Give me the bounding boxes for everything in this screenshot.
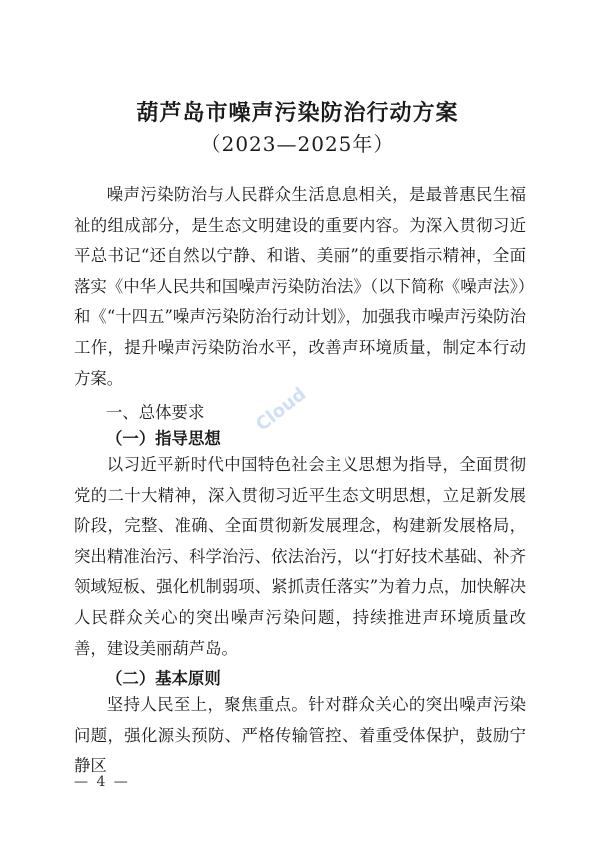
page-number: — 4 — [74, 774, 130, 790]
intro-paragraph: 噪声污染防治与人民群众生活息息相关，是最普惠民生福祉的组成部分，是生态文明建设的重要内容。为深入贯彻习近平总书记“还自然以宁静、和谐、美丽”的重要指示精神，全面落实《中华人民共和国噪声污染防治法》（以下简称《噪声法》）和《“十四五”噪声污染防治行动计划》，加强我市噪声污染防治工作，提升噪声污染防治水平，改善声环境质量，制定本行动方案。 [74, 185, 526, 388]
guiding-ideology-paragraph: 以习近平新时代中国特色社会主义思想为指导，全面贯彻党的二十大精神，深入贯彻习近平生态文明思想，立足新发展阶段，完整、准确、全面贯彻新发展理念，构建新发展格局，突出精准治污、科学治污、依法治污，以“打好技术基础、补齐领域短板、强化机制弱项、紧抓责任落实”为着力点，加快解决人民群众关心的突出噪声污染问题，持续推进声环境质量改善，建设美丽葫芦岛。 [74, 455, 526, 658]
watermark-text: Cloud [252, 383, 311, 436]
subsection-heading-guiding-ideology: （一）指导思想 [106, 429, 221, 448]
document-title: 葫芦岛市噪声污染防治行动方案 [136, 100, 459, 126]
subsection-heading-basic-principles: （二）基本原则 [106, 669, 221, 688]
document-subtitle: （2023—2025年） [200, 132, 395, 156]
basic-principles-paragraph: 坚持人民至上，聚焦重点。针对群众关心的突出噪声污染问题，强化源头预防、严格传输管控、着重受体保护，鼓励宁静区 [74, 695, 526, 776]
section-heading-general-requirements: 一、总体要求 [106, 403, 205, 422]
